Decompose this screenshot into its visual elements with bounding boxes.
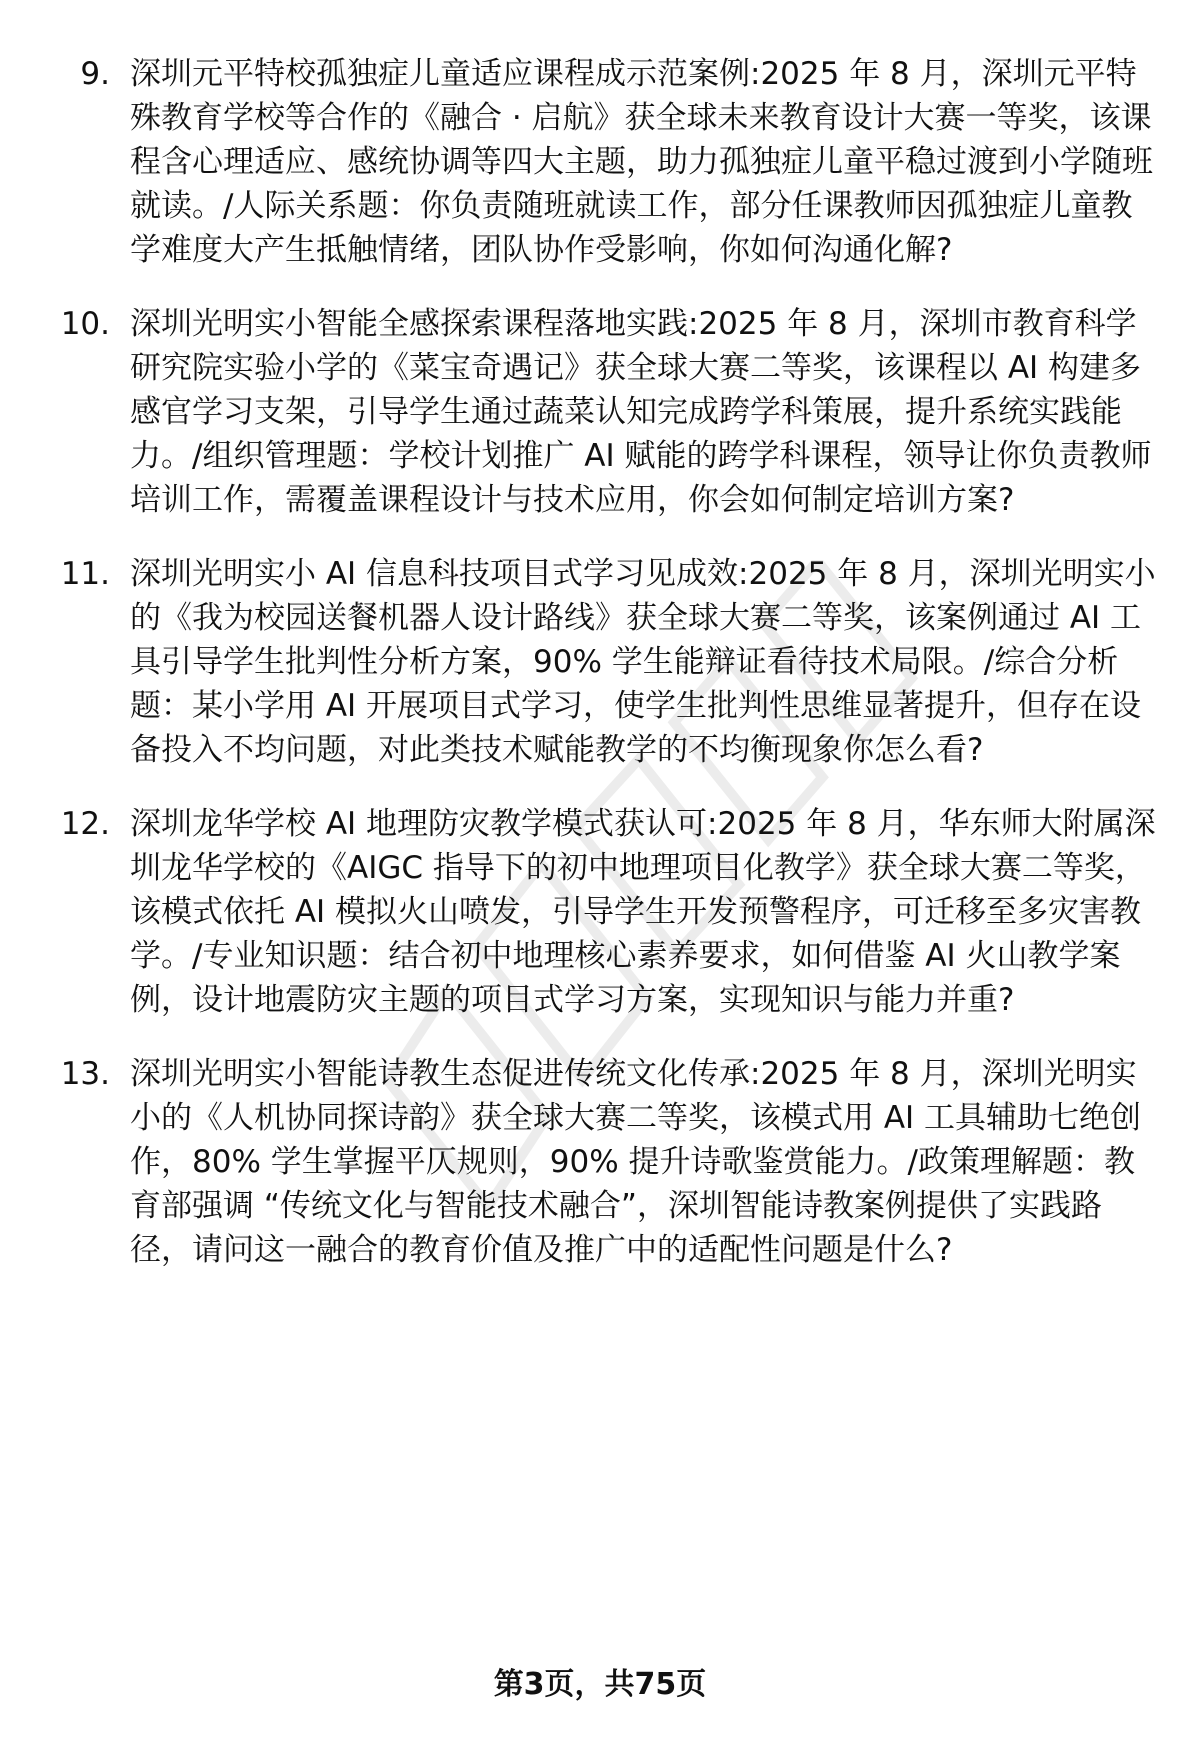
list-item <box>0 552 1200 772</box>
list-item <box>0 802 1200 1022</box>
list-item <box>0 52 1200 272</box>
item-text: 深圳光明实小智能诗教生态促进传统文化传承:2025 年 8 月，深圳光明实小的《人机协同探诗韵》获全球大赛二等奖，该模式用 AI 工具辅助七绝创作，80% 学生掌握平仄规则，90% 提升诗歌鉴赏能力。/政策理解题：教育部强调 “传统文化与智能技术融合”，深圳智能诗教案例提供了实践路径，请问这一融合的教育价值及推广中的适配性问题是什么? <box>130 1056 1142 1268</box>
item-text: 深圳元平特校孤独症儿童适应课程成示范案例:2025 年 8 月，深圳元平特殊教育学校等合作的《融合 · 启航》获全球未来教育设计大赛一等奖，该课程含心理适应、感统协调等四大主题，助力孤独症儿童平稳过渡到小学随班就读。/人际关系题：你负责随班就读工作，部分任课教师因孤独症儿童教学难度大产生抵触情绪，团队协作受影响，你如何沟通化解? <box>130 56 1153 268</box>
item-number: 10. <box>60 306 110 342</box>
list-item <box>0 1052 1200 1272</box>
item-number: 12. <box>60 806 110 842</box>
item-number: 13. <box>60 1056 110 1092</box>
item-number: 11. <box>60 556 110 592</box>
item-text: 深圳光明实小 AI 信息科技项目式学习见成效:2025 年 8 月，深圳光明实小的《我为校园送餐机器人设计路线》获全球大赛二等奖，该案例通过 AI 工具引导学生批判性分析方案，90% 学生能辩证看待技术局限。/综合分析题：某小学用 AI 开展项目式学习，使学生批判性思维显著提升，但存在设备投入不均问题，对此类技术赋能教学的不均衡现象你怎么看? <box>130 556 1156 768</box>
item-number: 9. <box>80 56 110 92</box>
question-list <box>0 52 1200 1302</box>
item-text: 深圳龙华学校 AI 地理防灾教学模式获认可:2025 年 8 月，华东师大附属深圳龙华学校的《AIGC 指导下的初中地理项目化教学》获全球大赛二等奖，该模式依托 AI 模拟火山喷发，引导学生开发预警程序，可迁移至多灾害教学。/专业知识题：结合初中地理核心素养要求，如何借鉴 AI 火山教学案例，设计地震防灾主题的项目式学习方案，实现知识与能力并重? <box>130 806 1156 1018</box>
item-text: 深圳光明实小智能全感探索课程落地实践:2025 年 8 月，深圳市教育科学研究院实验小学的《菜宝奇遇记》获全球大赛二等奖，该课程以 AI 构建多感官学习支架，引导学生通过蔬菜认知完成跨学科策展，提升系统实践能力。/组织管理题：学校计划推广 AI 赋能的跨学科课程，领导让你负责教师培训工作，需覆盖课程设计与技术应用，你会如何制定培训方案? <box>130 306 1152 518</box>
list-item <box>0 302 1200 522</box>
page-number: 第3页，共75页 <box>493 1667 707 1702</box>
